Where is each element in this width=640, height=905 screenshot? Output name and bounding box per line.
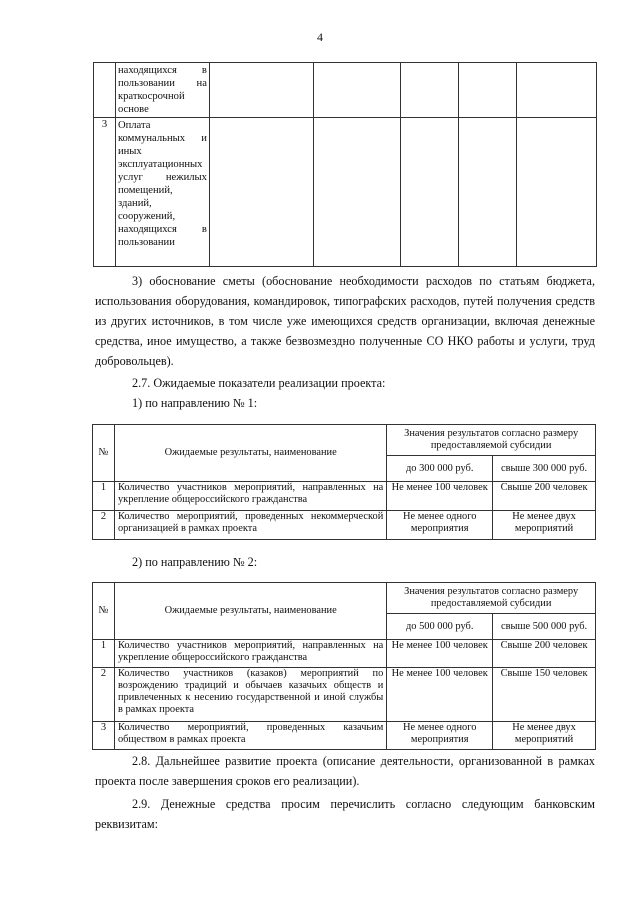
row-number: 2 — [93, 511, 115, 540]
table-row — [93, 482, 596, 511]
value-high: Свыше 200 человек — [493, 640, 596, 668]
table-header-row — [93, 583, 596, 614]
result-name: Количество мероприятий, проведенных казачьим обществом в рамках проекта — [114, 722, 386, 750]
table-header-row — [93, 425, 596, 456]
table-row — [93, 511, 596, 540]
empty-cell — [517, 118, 597, 267]
number-column-header: № — [93, 583, 115, 640]
row-number: 1 — [93, 640, 115, 668]
results-table-direction-1 — [92, 424, 596, 540]
empty-cell — [313, 63, 401, 118]
value-low: Не менее одного мероприятия — [387, 722, 493, 750]
row-number: 3 — [94, 118, 116, 267]
value-low: Не менее 100 человек — [387, 482, 493, 511]
cost-table — [93, 62, 597, 267]
value-low: Не менее 100 человек — [387, 668, 493, 722]
subsidy-high-header: свыше 300 000 руб. — [493, 456, 596, 482]
empty-cell — [209, 118, 313, 267]
empty-cell — [209, 63, 313, 118]
result-name: Количество участников мероприятий, направленных на укрепление общероссийского гражданства — [114, 482, 386, 511]
table-row — [93, 668, 596, 722]
value-high: Свыше 150 человек — [493, 668, 596, 722]
value-low: Не менее одного мероприятия — [387, 511, 493, 540]
estimate-justification-paragraph: 3) обоснование сметы (обоснование необходимости расходов по статьям бюджета, использования оборудования, командировок, типографских расходов, путей получения средств из других источников, в том числе уже имеющихся средств организации, включая денежные средства, иное имущество, а также безвозмездно полученные СО НКО работы и услуги, труд добровольцев). — [95, 274, 595, 368]
table-row — [93, 722, 596, 750]
row-number: 1 — [93, 482, 115, 511]
table-row — [94, 118, 597, 267]
empty-cell — [517, 63, 597, 118]
row-number — [94, 63, 116, 118]
results-column-header: Ожидаемые результаты, наименование — [114, 425, 386, 482]
section-2-8-paragraph: 2.8. Дальнейшее развитие проекта (описание деятельности, организованной в рамках проекта после завершения сроков его реализации). — [95, 754, 595, 788]
value-low: Не менее 100 человек — [387, 640, 493, 668]
direction-2-label: 2) по направлению № 2: — [132, 555, 258, 569]
subsidy-low-header: до 500 000 руб. — [387, 614, 493, 640]
direction-1-label: 1) по направлению № 1: — [132, 396, 258, 410]
value-high: Не менее двух мероприятий — [493, 722, 596, 750]
section-2-9-paragraph: 2.9. Денежные средства просим перечислить согласно следующим банковским реквизитам: — [95, 797, 595, 831]
values-group-header: Значения результатов согласно размеру предоставляемой субсидии — [387, 425, 596, 456]
empty-cell — [401, 63, 459, 118]
row-number: 2 — [93, 668, 115, 722]
results-column-header: Ожидаемые результаты, наименование — [114, 583, 386, 640]
values-group-header: Значения результатов согласно размеру предоставляемой субсидии — [387, 583, 596, 614]
empty-cell — [459, 118, 517, 267]
empty-cell — [459, 63, 517, 118]
row-number: 3 — [93, 722, 115, 750]
number-column-header: № — [93, 425, 115, 482]
page-number: 4 — [317, 30, 323, 44]
cost-item-name: находящихся в пользовании на краткосрочной основе — [115, 63, 209, 118]
table-row — [93, 640, 596, 668]
section-2-7-heading: 2.7. Ожидаемые показатели реализации проекта: — [132, 376, 386, 390]
subsidy-low-header: до 300 000 руб. — [387, 456, 493, 482]
result-name: Количество мероприятий, проведенных некоммерческой организацией в рамках проекта — [114, 511, 386, 540]
result-name: Количество участников (казаков) мероприятий по возрождению традиций и обычаев казачьих обществ и привлеченных к несению государственной и иной службы в рамках проекта — [114, 668, 386, 722]
table-row — [94, 63, 597, 118]
value-high: Не менее двух мероприятий — [493, 511, 596, 540]
result-name: Количество участников мероприятий, направленных на укрепление общероссийского гражданства — [114, 640, 386, 668]
empty-cell — [313, 118, 401, 267]
value-high: Свыше 200 человек — [493, 482, 596, 511]
cost-item-name: Оплата коммунальных и иных эксплуатационных услуг нежилых помещений, зданий, сооружений, находящихся в пользовании — [115, 118, 209, 267]
empty-cell — [401, 118, 459, 267]
results-table-direction-2 — [92, 582, 596, 750]
subsidy-high-header: свыше 500 000 руб. — [493, 614, 596, 640]
